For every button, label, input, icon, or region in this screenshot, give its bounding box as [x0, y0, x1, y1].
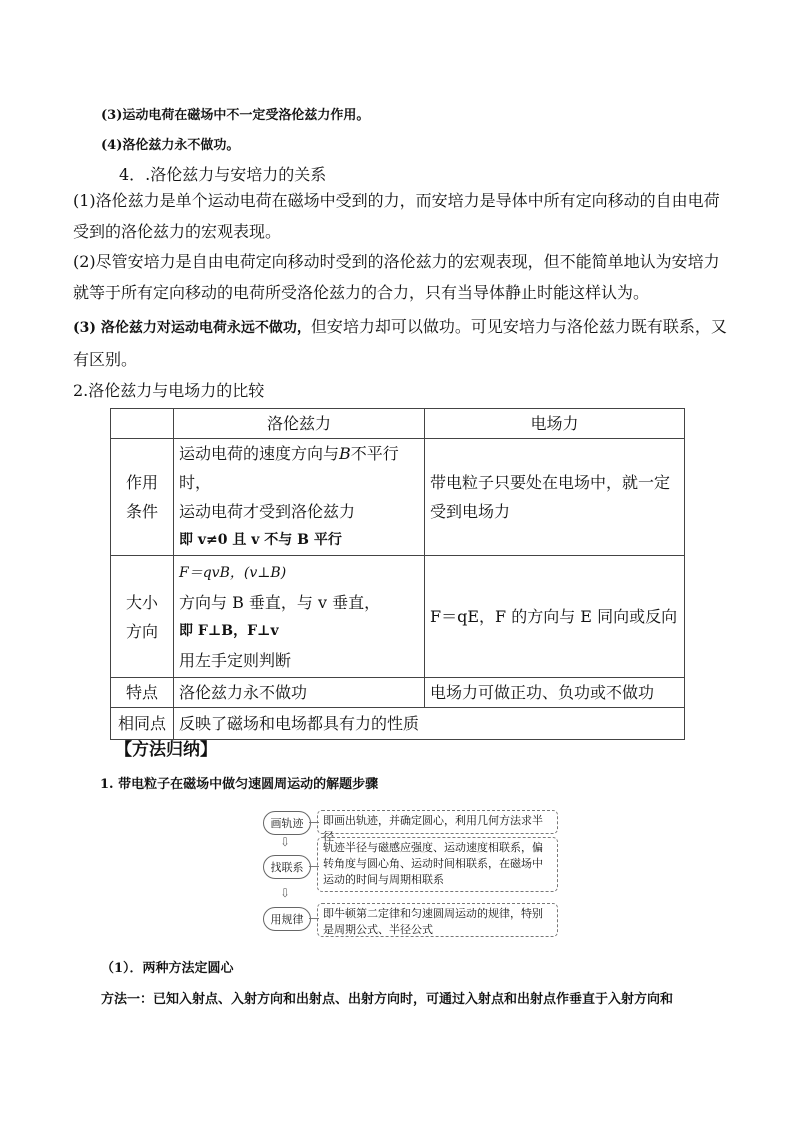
flow-step-label: 画轨迹: [263, 811, 311, 835]
comparison-table: [110, 408, 685, 740]
cell-electric-magnitude: [425, 556, 685, 678]
paragraph-2-line-b: 就等于所有定向移动的电荷所受洛伦兹力的合力，只有当导体静止时能这样认为。: [73, 283, 650, 302]
note-line-3: (3)运动电荷在磁场中不一定受洛伦兹力作用。: [101, 108, 370, 123]
row-label-line: 作用: [125, 473, 158, 492]
paragraph-3-line-b: 有区别。: [73, 350, 138, 369]
flow-step-label: 用规律: [263, 907, 311, 931]
section-heading-2: 2.洛伦兹力与电场力的比较: [73, 381, 265, 400]
header-cell-lorentz: 洛伦兹力: [174, 409, 425, 439]
cell-lorentz-feature: 洛伦兹力永不做功: [174, 678, 425, 708]
cell-text: 不平行时，: [179, 444, 399, 492]
paragraph-2: [73, 246, 720, 308]
cell-text: F＝qvB，(v⊥B): [179, 564, 287, 581]
cell-lorentz-magnitude: [174, 556, 425, 678]
table-row: [111, 556, 685, 678]
down-arrow-icon: ⇩: [280, 835, 291, 849]
row-label-similarity: 相同点: [111, 708, 174, 740]
cell-lorentz-condition: [174, 439, 425, 556]
cell-text: 用左手定则判断: [179, 650, 292, 670]
paragraph-2-line-a: (2)尽管安培力是自由电荷定向移动时受到的洛伦兹力的宏观表现，但不能简单地认为安培力: [73, 252, 720, 271]
cell-text: F＝qE，F 的方向与 E 同向或反向: [430, 607, 678, 626]
flow-step-desc: 即牛顿第二定律和匀速圆周运动的规律，特别是周期公式、半径公式: [317, 903, 558, 937]
row-label-line: 方向: [125, 621, 158, 641]
cell-electric-feature: 电场力可做正功、负功或不做功: [425, 678, 685, 708]
cell-text: 即 F⊥B，F⊥v: [179, 622, 279, 639]
paragraph-1: [73, 185, 720, 247]
down-arrow-icon: ⇩: [280, 886, 291, 900]
row-label-condition: [111, 439, 174, 556]
row-label-line: 大小: [125, 592, 158, 612]
cell-var: B: [339, 444, 351, 463]
cell-text: 运动电荷才受到洛伦兹力: [179, 502, 356, 521]
cell-text: 带电粒子只要处在电场中，就一定: [430, 473, 671, 492]
flow-step-label: 找联系: [263, 855, 311, 879]
header-cell-empty: [111, 409, 174, 439]
flow-step-desc: 即画出轨迹，并确定圆心，利用几何方法求半径: [317, 810, 558, 834]
cell-text: 运动电荷的速度方向与: [179, 444, 340, 463]
table-row: [111, 439, 685, 556]
subsection-heading: （1）．两种方法定圆心: [101, 961, 234, 976]
cell-electric-condition: [425, 439, 685, 556]
note-line-4: (4)洛伦兹力永不做功。: [101, 138, 240, 153]
header-cell-electric: 电场力: [425, 409, 685, 439]
flow-step-desc: 轨迹半径与磁感应强度、运动速度相联系，偏转角度与圆心角、运动时间相联系，在磁场中运动的时间与周期相联系: [317, 837, 558, 892]
paragraph-3-rest: 但安培力却可以做功。可见安培力与洛伦兹力既有联系，又: [310, 317, 727, 336]
row-label-magnitude: [111, 556, 174, 678]
paragraph-1-line-a: (1)洛伦兹力是单个运动电荷在磁场中受到的力，而安培力是导体中所有定向移动的自由电荷: [73, 191, 720, 210]
paragraph-3: [73, 311, 727, 375]
row-label-feature: 特点: [111, 678, 174, 708]
section-heading-4: 4．.洛伦兹力与安培力的关系: [119, 165, 327, 184]
table-row: [111, 678, 685, 708]
cell-text: 方向与 B 垂直，与 v 垂直，: [179, 592, 381, 612]
cell-text: 即 v≠0 且 v 不与 B 平行: [179, 532, 342, 548]
cell-similarity: 反映了磁场和电场都具有力的性质: [174, 708, 685, 740]
paragraph-3-bold: (3) 洛伦兹力对运动电荷永远不做功，: [73, 320, 311, 336]
cell-text: 受到电场力: [430, 502, 511, 521]
table-header-row: [111, 409, 685, 439]
method-heading: 【方法归纳】: [115, 740, 217, 760]
paragraph-1-line-b: 受到的洛伦兹力的宏观表现。: [73, 222, 282, 241]
method-one-text: 方法一：已知入射点、入射方向和出射点、出射方向时，可通过入射点和出射点作垂直于入射方向和: [101, 992, 674, 1007]
method-subheading: 1. 带电粒子在磁场中做匀速圆周运动的解题步骤: [100, 777, 379, 792]
row-label-line: 条件: [125, 502, 158, 521]
